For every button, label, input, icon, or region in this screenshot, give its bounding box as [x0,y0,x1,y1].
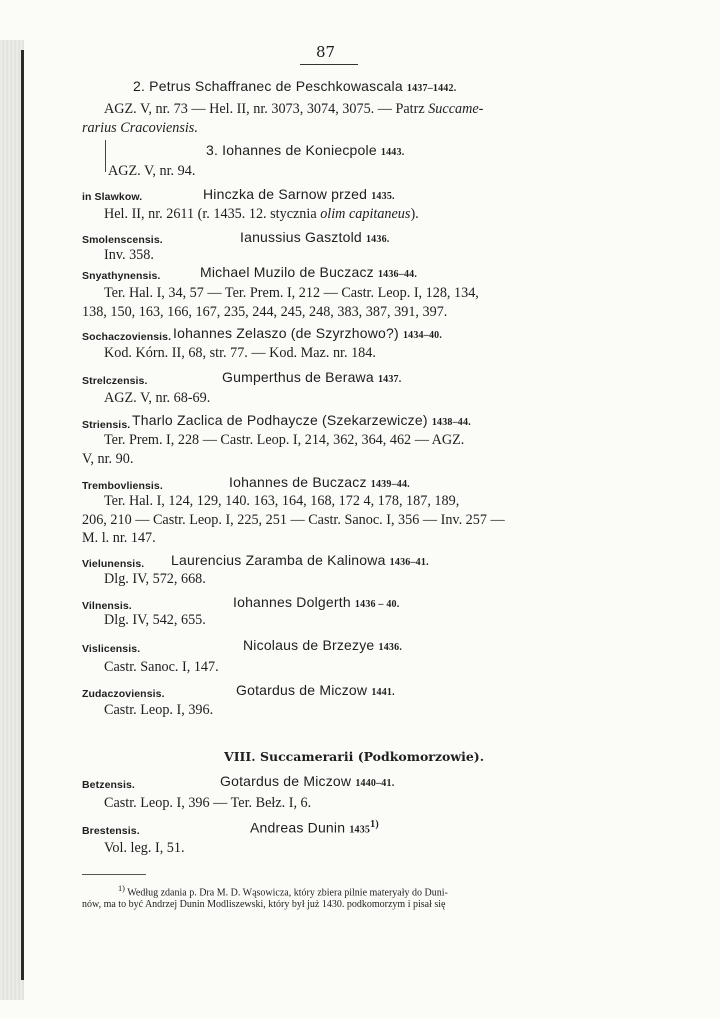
entry-heading: Laurencius Zaramba de Kalinowa 1436–41. [171,552,429,568]
entry-label: Striensis. [82,419,131,431]
entry-reference: Castr. Leop. I, 396. [104,702,214,718]
entry-reference: Dlg. IV, 542, 655. [104,612,206,628]
entry-heading: Gotardus de Miczow 1440–41. [220,773,395,789]
footnote-line: $^{1)}$ Według zdania p. Dra M. D. Wąsowicza, który zbiera pilnie materyały do Duni- [118,884,448,899]
entry-label: Zudaczoviensis. [82,688,165,700]
footnote-reference: 1) [370,819,379,830]
entry-heading: Iohannes de Buczacz 1439–44. [229,474,410,490]
entry-label: Vislicensis. [82,643,141,655]
entry-label: Smolenscensis. [82,234,163,246]
entry-reference: rarius Cracoviensis. [82,120,198,136]
entry-label: Brestensis. [82,825,140,837]
scan-binding-shadow [21,50,24,980]
entry-reference: V, nr. 90. [82,451,134,467]
entry-label: Vielunensis. [82,558,145,570]
margin-pencil-mark [105,140,106,172]
entry-heading: Andreas Dunin 1435$^{1)}$ [250,819,379,836]
entry-heading: Ianussius Gasztold 1436. [240,229,390,245]
entry-reference: AGZ. V, nr. 73 — Hel. II, nr. 3073, 3074, 3075. — Patrz Succame- [104,101,484,117]
entry-heading: Tharlo Zaclica de Podhaycze (Szekarzewicze) 1438–44. [132,412,471,428]
entry-heading: 3. Iohannes de Koniecpole 1443. [206,142,405,158]
entry-heading: 2. Petrus Schaffranec de Peschkowascala 1437–1442. [133,78,457,94]
entry-heading: Iohannes Dolgerth 1436 – 40. [233,594,400,610]
entry-reference: AGZ. V, nr. 68-69. [104,390,211,406]
entry-reference: Kod. Kórn. II, 68, str. 77. — Kod. Maz. nr. 184. [104,345,376,361]
section-heading: VIII. Succamerarii (Podkomorzowie). [224,749,485,764]
entry-label: Snyathynensis. [82,270,161,282]
entry-reference: M. l. nr. 147. [82,530,156,546]
entry-reference: Vol. leg. I, 51. [104,840,185,856]
entry-label: Sochaczoviensis. [82,331,172,343]
entry-heading: Gotardus de Miczow 1441. [236,682,395,698]
entry-heading: Iohannes Zelaszo (de Szyrzhowo?) 1434–40. [173,325,443,341]
entry-label: Betzensis. [82,779,135,791]
entry-reference: AGZ. V, nr. 94. [108,163,196,179]
entry-label: in Slawkow. [82,191,143,203]
entry-reference: Ter. Hal. I, 34, 57 — Ter. Prem. I, 212 — Castr. Leop. I, 128, 134, [104,285,479,301]
entry-reference: Castr. Sanoc. I, 147. [104,659,219,675]
entry-reference: Castr. Leop. I, 396 — Ter. Bełz. I, 6. [104,795,312,811]
entry-reference: Hel. II, nr. 2611 (r. 1435. 12. stycznia olim capitaneus). [104,206,419,222]
entry-label: Trembovliensis. [82,480,163,492]
footnote-line: nów, ma to być Andrzej Dunin Modliszewski, który był już 1430. podkomorzym i pisał się [82,899,446,910]
entry-heading: Hinczka de Sarnow przed 1435. [203,186,395,202]
entry-heading: Michael Muzilo de Buczacz 1436–44. [200,264,418,280]
entry-label: Vilnensis. [82,600,132,612]
entry-label: Strelczensis. [82,375,148,387]
page-number-rule [300,64,358,65]
entry-heading: Nicolaus de Brzezye 1436. [243,637,403,653]
entry-heading: Gumperthus de Berawa 1437. [222,369,402,385]
entry-reference: 206, 210 — Castr. Leop. I, 225, 251 — Castr. Sanoc. I, 356 — Inv. 257 — [82,512,505,528]
entry-reference: Ter. Hal. I, 124, 129, 140. 163, 164, 168, 172 4, 178, 187, 189, [104,493,460,509]
entry-reference: 138, 150, 163, 166, 167, 235, 244, 245, 248, 383, 387, 391, 397. [82,304,448,320]
page-number: 87 [316,43,336,61]
entry-reference: Dlg. IV, 572, 668. [104,571,206,587]
entry-reference: Inv. 358. [104,247,154,263]
footnote-rule [82,874,146,875]
entry-reference: Ter. Prem. I, 228 — Castr. Leop. I, 214, 362, 364, 462 — AGZ. [104,432,465,448]
